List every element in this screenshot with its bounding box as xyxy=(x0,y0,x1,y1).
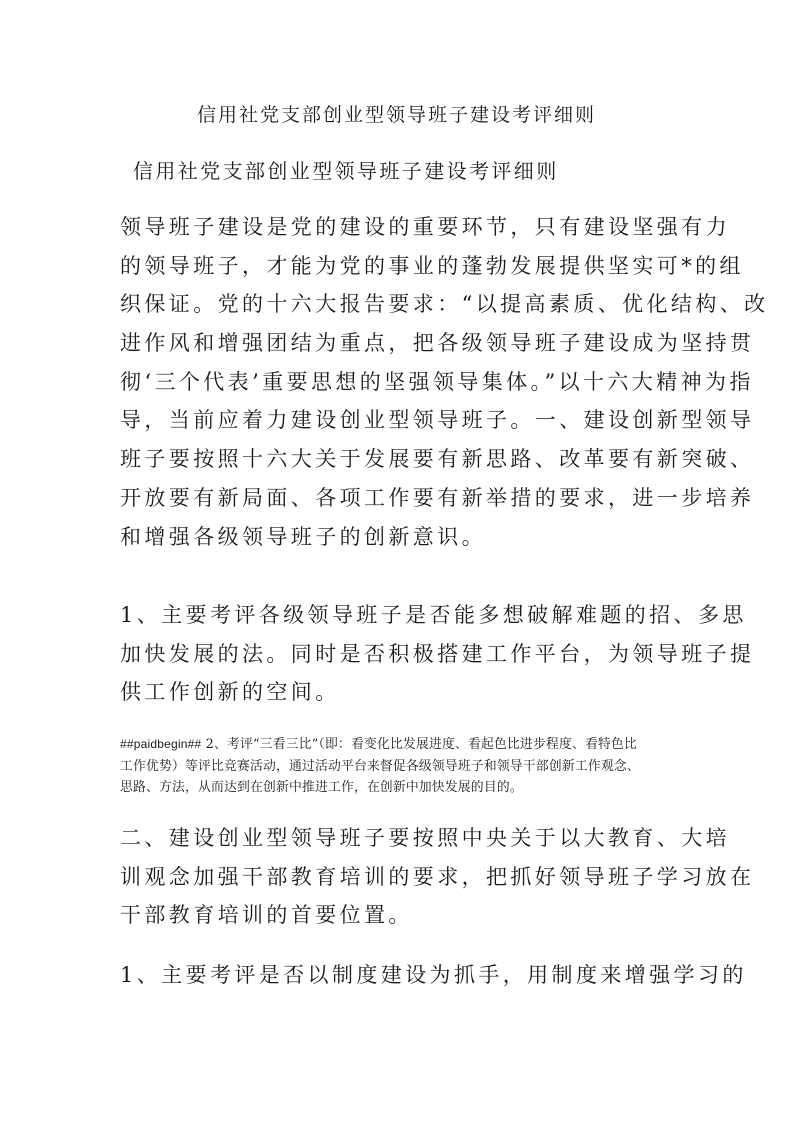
paragraph-line: 思路、方法，从而达到在创新中推进工作，在创新中加快发展的目的。 xyxy=(120,780,523,795)
paragraph-line: 的领导班子，才能为党的事业的蓬勃发展提供坚实可*的组 xyxy=(120,253,744,278)
paid-marker: ##paidbegin## xyxy=(120,737,202,751)
paragraph-line xyxy=(120,734,680,756)
paragraph-line: 1、主要考评是否以制度建设为抓手，用制度来增强学习的 xyxy=(120,963,747,987)
page-title: 信用社党支部创业型领导班子建设考评细则 xyxy=(196,104,596,126)
paragraph-line: 彻‘三个代表’重要思想的坚强领导集体。”以十六大精神为指 xyxy=(120,369,754,394)
paragraph-line: 二、建设创业型领导班子要按照中央关于以大教育、大培 xyxy=(120,826,730,850)
paragraph-item-1 xyxy=(120,596,755,712)
paragraph-line: 训观念加强干部教育培训的要求，把抓好领导班子学习放在 xyxy=(120,864,755,889)
paragraph-line: 和增强各级领导班子的创新意识。 xyxy=(120,524,486,549)
paragraph-line: 加快发展的法。同时是否积极搭建工作平台，为领导班子提 xyxy=(120,641,755,666)
paragraph-line: 干部教育培训的首要位置。 xyxy=(120,903,413,928)
paragraph-line: 工作优势）等评比竞赛活动，通过活动平台来督促各级领导班子和领导干部创新工作观念、 xyxy=(120,758,640,774)
paragraph-line: 织保证。党的十六大报告要求：“以提高素质、优化结构、改 xyxy=(120,292,769,317)
paragraph-line: 供工作创新的空间。 xyxy=(120,680,340,705)
paragraph-line: 进作风和增强团结为重点，把各级领导班子建设成为坚持贯 xyxy=(120,331,755,356)
paragraph-section-2 xyxy=(120,819,755,935)
paragraph-item-2-small xyxy=(120,734,680,799)
paragraph-item-3 xyxy=(120,956,747,995)
paragraph-line: 导，当前应着力建设创业型领导班子。一、建设创新型领导 xyxy=(120,408,755,433)
paragraph-line: 领导班子建设是党的建设的重要环节，只有建设坚强有力 xyxy=(120,215,730,239)
paragraph-line-text: 2、考评“三看三比”（即：看变化比发展进度、看起色比进步程度、看特色比 xyxy=(201,737,637,752)
document-subtitle: 信用社党支部创业型领导班子建设考评细则 xyxy=(133,159,559,183)
paragraph-intro xyxy=(120,208,769,556)
paragraph-line: 开放要有新局面、各项工作要有新举措的要求，进一步培养 xyxy=(120,485,755,510)
paragraph-line: 班子要按照十六大关于发展要有新思路、改革要有新突破、 xyxy=(120,447,755,472)
paragraph-line: 1、主要考评各级领导班子是否能多想破解难题的招、多思 xyxy=(120,603,747,627)
